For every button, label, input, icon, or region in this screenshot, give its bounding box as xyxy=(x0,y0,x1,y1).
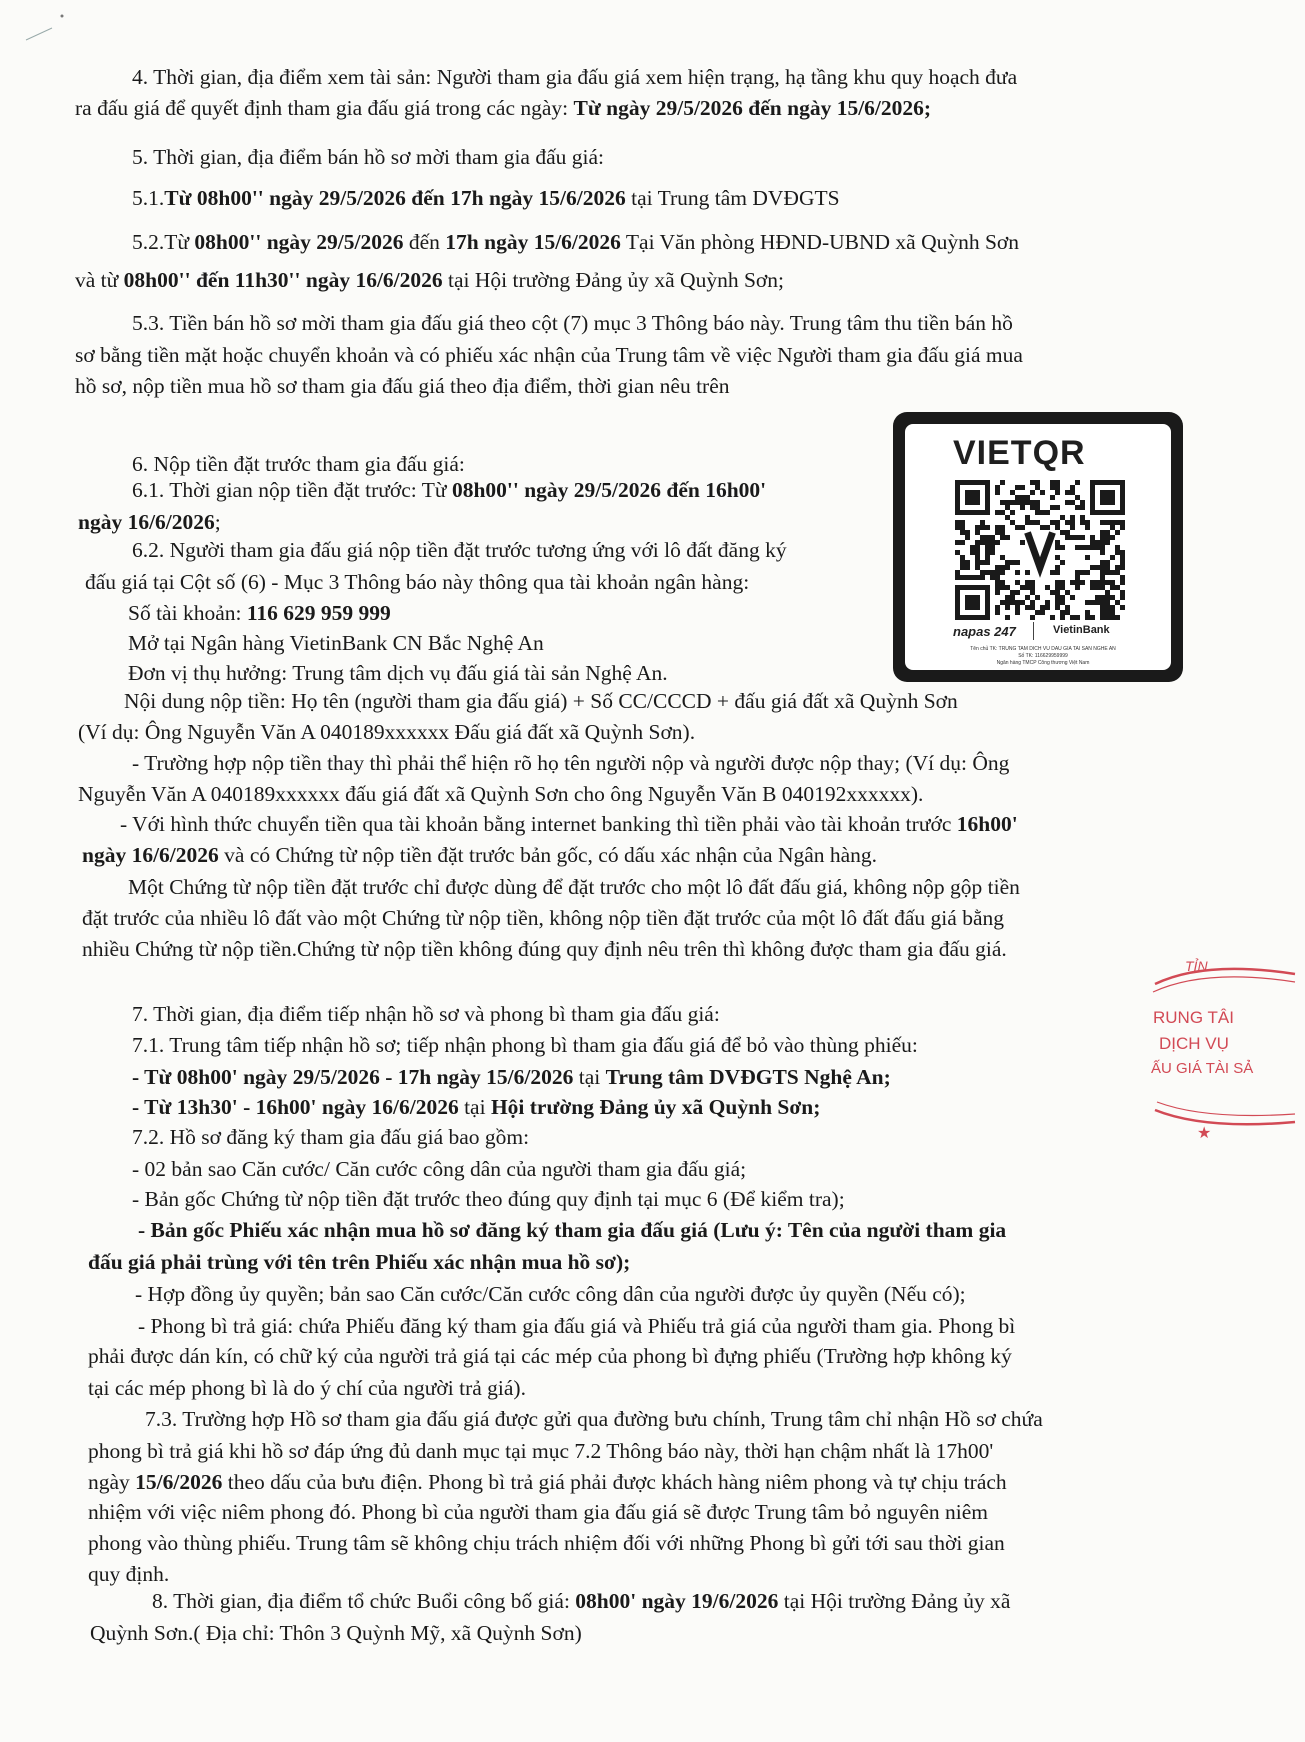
bold-text-segment: đấu giá phải trùng với tên trên Phiếu xác nhận mua hồ sơ); xyxy=(88,1250,631,1274)
text-segment: 6.1. Thời gian nộp tiền đặt trước: Từ xyxy=(132,478,452,502)
text-segment: 7.2. Hồ sơ đăng ký tham gia đấu giá bao gồm: xyxy=(132,1125,530,1149)
text-line xyxy=(132,142,604,172)
bold-text-segment: 15/6/2026 xyxy=(135,1470,223,1494)
vietqr-card-inner xyxy=(905,424,1171,670)
text-line xyxy=(132,1122,529,1152)
text-line xyxy=(138,1215,1006,1245)
text-segment: và có Chứng từ nộp tiền đặt trước bản gốc, có dấu xác nhận của Ngân hàng. xyxy=(218,843,878,867)
text-line xyxy=(78,779,923,809)
seal-text-line2: DỊCH VỤ xyxy=(1159,1034,1229,1053)
text-segment: Nội dung nộp tiền: Họ tên (người tham gia đấu giá) + Số CC/CCCD + đấu giá đất xã Quỳnh Sơn xyxy=(124,689,958,713)
text-line xyxy=(145,1404,1043,1434)
text-line xyxy=(128,628,544,658)
text-line xyxy=(88,1497,988,1527)
logo-divider xyxy=(1033,622,1034,640)
napas-logo: napas 247 xyxy=(953,624,1016,639)
text-line xyxy=(132,1030,918,1060)
text-segment: - Phong bì trả giá: chứa Phiếu đăng ký tham gia đấu giá và Phiếu trả giá của người tham gia. Phong bì xyxy=(138,1314,1016,1338)
text-line xyxy=(75,265,784,295)
seal-text-line3: ẤU GIÁ TÀI SẢ xyxy=(1151,1060,1254,1077)
bold-text-segment: ngày 16/6/2026 xyxy=(82,843,219,867)
text-line xyxy=(82,840,877,870)
red-seal-stamp xyxy=(1145,952,1305,1142)
text-line xyxy=(85,567,749,597)
text-segment: 5. Thời gian, địa điểm bán hồ sơ mời tham gia đấu giá: xyxy=(132,145,604,169)
bold-text-segment: 08h00' ngày 19/6/2026 xyxy=(575,1589,779,1613)
text-segment: - 02 bản sao Căn cước/ Căn cước công dân của người tham gia đấu giá; xyxy=(132,1157,747,1181)
text-line xyxy=(132,475,766,505)
text-line xyxy=(88,1436,993,1466)
text-segment: 7.1. Trung tâm tiếp nhận hồ sơ; tiếp nhận phong bì tham gia đấu giá để bỏ vào thùng phiếu: xyxy=(132,1033,918,1057)
bold-text-segment: - Từ 13h30' - 16h00' ngày 16/6/2026 xyxy=(132,1095,459,1119)
text-segment: tại xyxy=(573,1065,606,1089)
text-segment: 6.2. Người tham gia đấu giá nộp tiền đặt trước tương ứng với lô đất đăng ký xyxy=(132,538,787,562)
text-segment: ; xyxy=(214,510,221,534)
bold-text-segment: 08h00'' đến 11h30'' ngày 16/6/2026 xyxy=(123,268,443,292)
text-segment: tại Trung tâm DVĐGTS xyxy=(625,186,840,210)
bold-text-segment: Từ 08h00'' ngày 29/5/2026 đến 17h ngày 15/6/2026 xyxy=(164,186,626,210)
account-holder-fine-print: Tên chủ TK: TRUNG TAM DICH VU DAU GIA TAI SAN NGHE AN xyxy=(970,646,1116,652)
text-line xyxy=(75,371,730,401)
text-segment: đấu giá tại Cột số (6) - Mục 3 Thông báo này thông qua tài khoản ngân hàng: xyxy=(85,570,750,594)
svg-text:★: ★ xyxy=(1197,1123,1212,1142)
text-segment: Tại Văn phòng HĐND-UBND xã Quỳnh Sơn xyxy=(620,230,1020,254)
text-segment: Mở tại Ngân hàng VietinBank CN Bắc Nghệ An xyxy=(128,631,544,655)
text-segment: đặt trước của nhiều lô đất vào một Chứng từ nộp tiền, không nộp tiền đặt trước của một lô đất đấu giá bằng xyxy=(82,906,1004,930)
text-line xyxy=(90,1618,582,1648)
bold-text-segment: 17h ngày 15/6/2026 xyxy=(445,230,621,254)
text-line xyxy=(88,1341,1012,1371)
text-line xyxy=(132,227,1019,257)
text-segment: phong bì trả giá khi hồ sơ đáp ứng đủ danh mục tại mục 7.2 Thông báo này, thời hạn chậm nhất là 17h00' xyxy=(88,1439,994,1463)
bold-text-segment: Trung tâm DVĐGTS Nghệ An; xyxy=(605,1065,891,1089)
text-segment: 5.2.Từ xyxy=(132,230,195,254)
bold-text-segment: Hội trường Đảng ủy xã Quỳnh Sơn; xyxy=(490,1095,821,1119)
vietqr-payment-card xyxy=(893,412,1183,682)
text-segment: theo dấu của bưu điện. Phong bì trả giá phải được khách hàng niêm phong và tự chịu trách xyxy=(222,1470,1007,1494)
text-line xyxy=(82,903,1004,933)
text-segment: 7.3. Trường hợp Hồ sơ tham gia đấu giá được gửi qua đường bưu chính, Trung tâm chỉ nhận Hồ sơ chứa xyxy=(145,1407,1043,1431)
text-segment: tại Hội trường Đảng ủy xã xyxy=(778,1589,1011,1613)
text-segment: ra đấu giá để quyết định tham gia đấu giá trong các ngày: xyxy=(75,96,574,120)
text-line xyxy=(132,1154,746,1184)
text-segment: đến xyxy=(403,230,446,254)
text-segment: Một Chứng từ nộp tiền đặt trước chỉ được dùng để đặt trước cho một lô đất đấu giá, không nộp gộp tiền xyxy=(128,875,1020,899)
text-segment: nhiều Chứng từ nộp tiền.Chứng từ nộp tiền không đúng quy định nêu trên thì không được tham gia đấu giá. xyxy=(82,937,1007,961)
text-line xyxy=(88,1467,1007,1497)
text-segment: 5.1. xyxy=(132,186,165,210)
bold-text-segment: 16h00' xyxy=(956,812,1018,836)
text-segment: 5.3. Tiền bán hồ sơ mời tham gia đấu giá theo cột (7) mục 3 Thông báo này. Trung tâm thu tiền bán hồ xyxy=(132,311,1013,335)
text-segment: tại các mép phong bì là do ý chí của người trả giá). xyxy=(88,1376,526,1400)
vietinbank-logo: VietinBank xyxy=(1053,624,1110,636)
vietqr-logo: VIETQR xyxy=(953,434,1086,472)
text-line xyxy=(138,1311,1015,1341)
text-line xyxy=(88,1559,169,1589)
text-segment: phong vào thùng phiếu. Trung tâm sẽ không chịu trách nhiệm đối với những Phong bì gửi tới sau thời gian xyxy=(88,1531,1005,1555)
text-line xyxy=(75,93,931,123)
text-line xyxy=(128,872,1020,902)
text-segment: (Ví dụ: Ông Nguyễn Văn A 040189xxxxxx Đấu giá đất xã Quỳnh Sơn). xyxy=(78,720,696,744)
text-segment: Đơn vị thụ hưởng: Trung tâm dịch vụ đấu giá tài sản Nghệ An. xyxy=(128,661,668,685)
text-segment: Quỳnh Sơn.( Địa chỉ: Thôn 3 Quỳnh Mỹ, xã Quỳnh Sơn) xyxy=(90,1621,582,1645)
text-line xyxy=(132,748,1009,778)
text-segment: ngày xyxy=(88,1470,136,1494)
text-segment: Nguyễn Văn A 040189xxxxxx đấu giá đất xã Quỳnh Sơn cho ông Nguyễn Văn B 040192xxxxxx). xyxy=(78,782,924,806)
bold-text-segment: - Bản gốc Phiếu xác nhận mua hồ sơ đăng ký tham gia đấu giá (Lưu ý: Tên của người tham gia xyxy=(138,1218,1007,1242)
text-segment: 8. Thời gian, địa điểm tổ chức Buổi công bố giá: xyxy=(152,1589,576,1613)
text-line xyxy=(152,1586,1010,1616)
text-line xyxy=(132,1062,891,1092)
text-line xyxy=(88,1528,1005,1558)
text-line xyxy=(128,658,668,688)
text-line xyxy=(132,999,720,1029)
text-segment: sơ bằng tiền mặt hoặc chuyển khoản và có phiếu xác nhận của Trung tâm về việc Người tham gia đấu giá mua xyxy=(75,343,1023,367)
qr-code-icon xyxy=(955,480,1125,620)
text-segment: phải được dán kín, có chữ ký của người trả giá tại các mép của phong bì đựng phiếu (Trường hợp không ký xyxy=(88,1344,1012,1368)
text-segment: hồ sơ, nộp tiền mua hồ sơ tham gia đấu giá theo địa điểm, thời gian nêu trên xyxy=(75,374,730,398)
text-segment: Số tài khoản: xyxy=(128,601,247,625)
text-segment: nhiệm với việc niêm phong đó. Phong bì của người tham gia đấu giá sẽ được Trung tâm bỏ nguyên niêm xyxy=(88,1500,988,1524)
seal-text-line1: RUNG TÂI xyxy=(1153,1008,1234,1027)
text-line xyxy=(78,717,695,747)
seal-text-top: TỈN xyxy=(1185,958,1208,974)
text-line xyxy=(132,183,840,213)
bold-text-segment: Từ ngày 29/5/2026 đến ngày 15/6/2026; xyxy=(573,96,932,120)
scan-mark-icon xyxy=(22,10,70,44)
text-segment: và từ xyxy=(75,268,124,292)
text-line xyxy=(124,686,958,716)
text-line xyxy=(120,809,1018,839)
text-line xyxy=(132,308,1013,338)
text-line xyxy=(128,598,391,628)
text-segment: 6. Nộp tiền đặt trước tham gia đấu giá: xyxy=(132,452,465,476)
text-line xyxy=(75,340,1023,370)
bold-text-segment: - Từ 08h00' ngày 29/5/2026 - 17h ngày 15/6/2026 xyxy=(132,1065,574,1089)
bank-name-fine-print: Ngân hàng TMCP Công thương Việt Nam xyxy=(996,660,1090,666)
bold-text-segment: 08h00'' ngày 29/5/2026 đến 16h00' xyxy=(451,478,767,502)
bold-text-segment: ngày 16/6/2026 xyxy=(78,510,215,534)
text-line xyxy=(78,507,221,537)
account-number-fine-print: Số TK: 116629959999 xyxy=(1018,653,1068,659)
text-segment: 4. Thời gian, địa điểm xem tài sản: Người tham gia đấu giá xem hiện trạng, hạ tầng khu quy hoạch đưa xyxy=(132,65,1018,89)
text-segment: - Hợp đồng ủy quyền; bản sao Căn cước/Căn cước công dân của người được ủy quyền (Nếu có); xyxy=(135,1282,966,1306)
text-line xyxy=(132,1184,845,1214)
text-segment: 7. Thời gian, địa điểm tiếp nhận hồ sơ và phong bì tham gia đấu giá: xyxy=(132,1002,720,1026)
text-line xyxy=(135,1279,966,1309)
text-segment: quy định. xyxy=(88,1562,170,1586)
text-line xyxy=(132,535,787,565)
bold-text-segment: 116 629 959 999 xyxy=(246,601,391,625)
bold-text-segment: 08h00'' ngày 29/5/2026 xyxy=(194,230,404,254)
text-segment: - Bản gốc Chứng từ nộp tiền đặt trước theo đúng quy định tại mục 6 (Để kiểm tra); xyxy=(132,1187,845,1211)
text-segment: tại xyxy=(458,1095,491,1119)
text-line xyxy=(82,934,1007,964)
text-line xyxy=(132,1092,820,1122)
text-segment: - Trường hợp nộp tiền thay thì phải thể hiện rõ họ tên người nộp và người được nộp thay; (Ví dụ: Ông xyxy=(132,751,1010,775)
text-segment: - Với hình thức chuyển tiền qua tài khoản bằng internet banking thì tiền phải vào tài khoản trước xyxy=(120,812,957,836)
text-line xyxy=(88,1373,526,1403)
text-line xyxy=(132,62,1017,92)
text-segment: tại Hội trường Đảng ủy xã Quỳnh Sơn; xyxy=(442,268,784,292)
text-line xyxy=(88,1247,630,1277)
